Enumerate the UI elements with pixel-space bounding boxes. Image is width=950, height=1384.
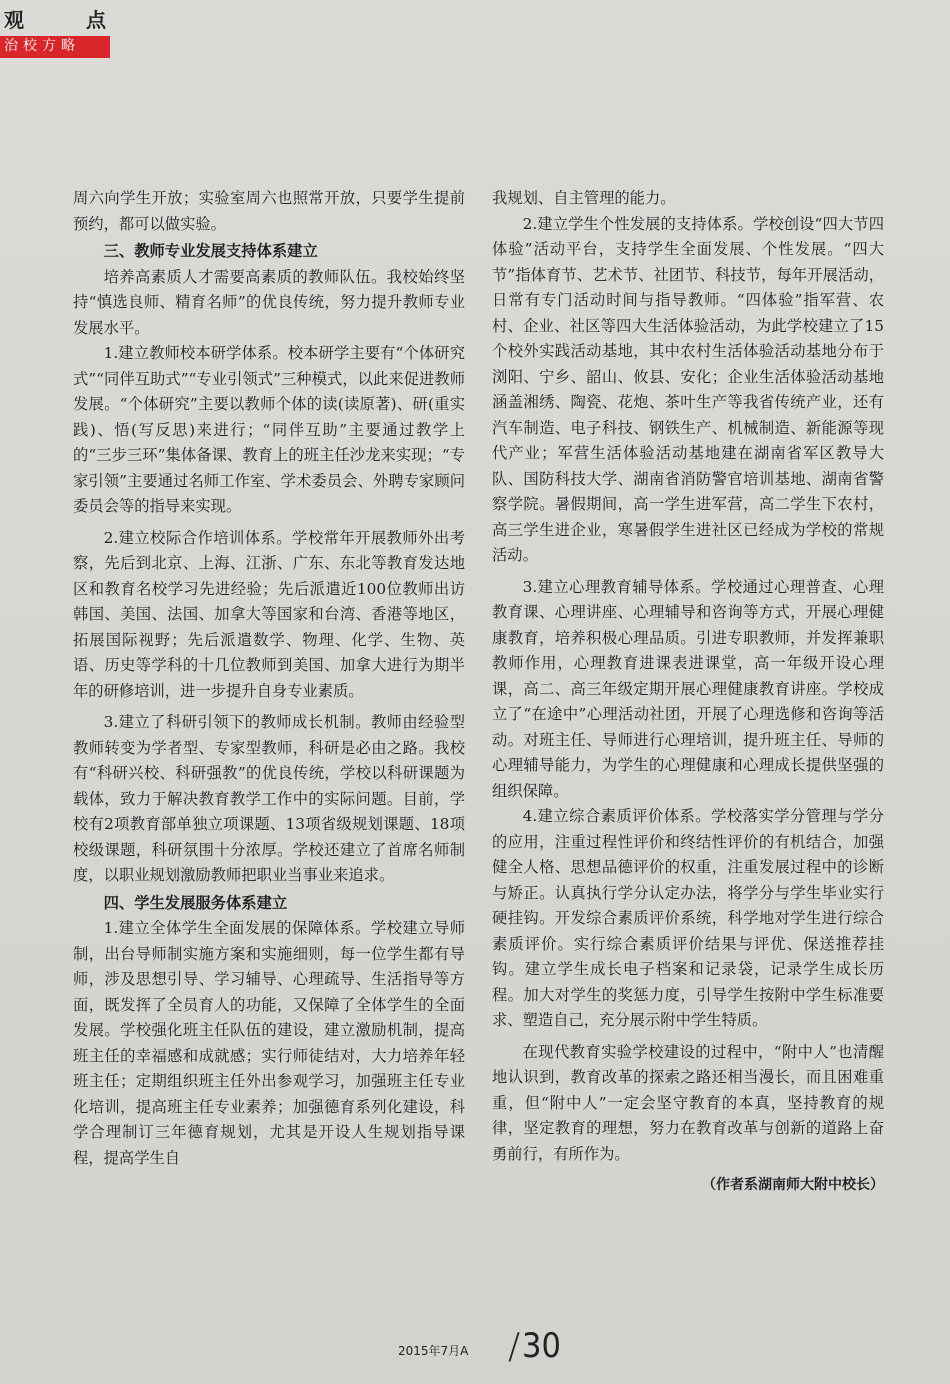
paragraph: 2.建立校际合作培训体系。学校常年开展教师外出考察，先后到北京、上海、江浙、广东、东北等教育发达地区和教育名校学习先进经验；先后派遣近100位教师出访韩国、美国、法国、加拿大等国家和台湾、香港等地区，拓展国际视野；先后派遣数学、物理、化学、生物、英语、历史等学科的十几位教师到美国、加拿大进行为期半年的研修培训，进一步提升自身专业素质。 bbox=[73, 528, 465, 700]
paragraph: 在现代教育实验学校建设的过程中，“附中人”也清醒地认识到，教育改革的探索之路还相当漫长，而且困难重重，但“附中人”一定会坚守教育的本真，坚持教育的规律，坚定教育的理想，努力在教育改革与创新的道路上奋勇前行，有所作为。 bbox=[492, 1042, 884, 1163]
column-header-char-1: 观 bbox=[4, 8, 24, 32]
right-column bbox=[492, 186, 884, 1199]
paragraph: 2.建立学生个性发展的支持体系。学校创设“四大节四体验”活动平台，支持学生全面发展、个性发展。“四大节”指体育节、艺术节、社团节、科技节，每年开展活动，日常有专门活动时间与指导教师。“四体验”指军营、农村、企业、社区等四大生活体验活动，为此学校建立了15个校外实践活动基地，其中农村生活体验活动基地分布于浏阳、宁乡、韶山、攸县、安化；企业生活体验活动基地涵盖湘绣、陶瓷、花炮、茶叶生产等我省传统产业，还有汽车制造、电子科技、钢铁生产、机械制造、新能源等现代产业；军营生活体验活动基地建在湖南省军区教导大队、国防科技大学、湖南省消防警官培训基地、湖南省警察学院。暑假期间，高一学生进军营，高二学生下农村，高三学生进企业，寒暑假学生进社区已经成为学校的常规活动。 bbox=[492, 214, 884, 564]
paragraph: 3.建立心理教育辅导体系。学校通过心理普查、心理教育课、心理讲座、心理辅导和咨询等方式，开展心理健康教育，培养积极心理品质。引进专职教师，并发挥兼职教师作用，心理教育进课表进课堂，高一年级开设心理课，高二、高三年级定期开展心理健康教育讲座。学校成立了“在途中”心理活动社团，开展了心理选修和咨询等活动。对班主任、导师进行心理培训，提升班主任、导师的心理辅导能力，为学生的心理健康和心理成长提供坚强的组织保障。 bbox=[492, 577, 884, 800]
header-rule bbox=[0, 56, 110, 58]
author-byline: （作者系湖南师大附中校长） bbox=[702, 1177, 884, 1193]
page-number: 30 bbox=[522, 1326, 561, 1366]
column-header bbox=[0, 2, 130, 32]
paragraph: 培养高素质人才需要高素质的教师队伍。我校始终坚持“慎选良师、精育名师”的优良传统，努力提升教师专业发展水平。 bbox=[73, 267, 465, 337]
paragraph: 4.建立综合素质评价体系。学校落实学分管理与学分的应用，注重过程性评价和终结性评价的有机结合，加强健全人格、思想品德评价的权重，注重发展过程中的诊断与矫正。认真执行学分认定办法，将学分与学生毕业实行硬挂钩。开发综合素质评价系统，科学地对学生进行综合素质评价。实行综合素质评价结果与评优、保送推荐挂钩。建立学生成长电子档案和记录袋，记录学生成长历程。加大对学生的奖惩力度，引导学生按附中学生标准要求、塑造自己，充分展示附中学生特质。 bbox=[492, 807, 884, 1029]
paragraph: 1.建立全体学生全面发展的保障体系。学校建立导师制，出台导师制实施方案和实施细则，每一位学生都有导师，涉及思想引导、学习辅导、心理疏导、生活指导等方面，既发挥了全员育人的功能，又保障了全体学生的全面发展。学校强化班主任队伍的建设，建立激励机制，提高班主任的幸福感和成就感；实行师徒结对，大力培养年轻班主任；定期组织班主任外出参观学习，加强班主任专业化培训，提高班主任专业素养；加强德育系列化建设，科学合理制订三年德育规划，尤其是开设人生规划指导课程，提高学生自 bbox=[73, 919, 465, 1167]
paragraph: 3.建立了科研引领下的教师成长机制。教师由经验型教师转变为学者型、专家型教师，科研是必由之路。我校有“科研兴校、科研强教”的优良传统，学校以科研课题为载体，致力于解决教育教学工作中的实际问题。目前，学校有2项教育部单独立项课题、13项省级规划课题、18项校级课题，科研氛围十分浓厚。学校还建立了首席名师制度，以职业规划激励教师把职业当事业来追求。 bbox=[73, 713, 465, 884]
paragraph: 1.建立教师校本研学体系。校本研学主要有“个体研究式”“同伴互助式”“专业引领式”三种模式，以此来促进教师发展。“个体研究”主要以教师个体的读(读原著)、研(重实践)、悟(写反思)来进行；“同伴互助”主要通过教学上的“三步三环”集体备课、教育上的班主任沙龙来实现；“专家引领”主要通过名师工作室、学术委员会、外聘专家顾问委员会等的指导来实现。 bbox=[73, 344, 465, 515]
section-heading: 四、学生发展服务体系建立 bbox=[103, 893, 288, 912]
section-heading: 三、教师专业发展支持体系建立 bbox=[103, 242, 318, 260]
issue-date: 2015年7月A bbox=[398, 1344, 469, 1358]
section-tag: 治校方略 bbox=[0, 36, 110, 56]
paragraph: 周六向学生开放；实验室周六也照常开放，只要学生提前预约，都可以做实验。 bbox=[73, 189, 465, 233]
page-slash: / bbox=[508, 1326, 521, 1367]
paragraph: 我规划、自主管理的能力。 bbox=[492, 189, 676, 207]
column-header-char-2: 点 bbox=[86, 8, 106, 32]
left-column bbox=[73, 186, 465, 1171]
